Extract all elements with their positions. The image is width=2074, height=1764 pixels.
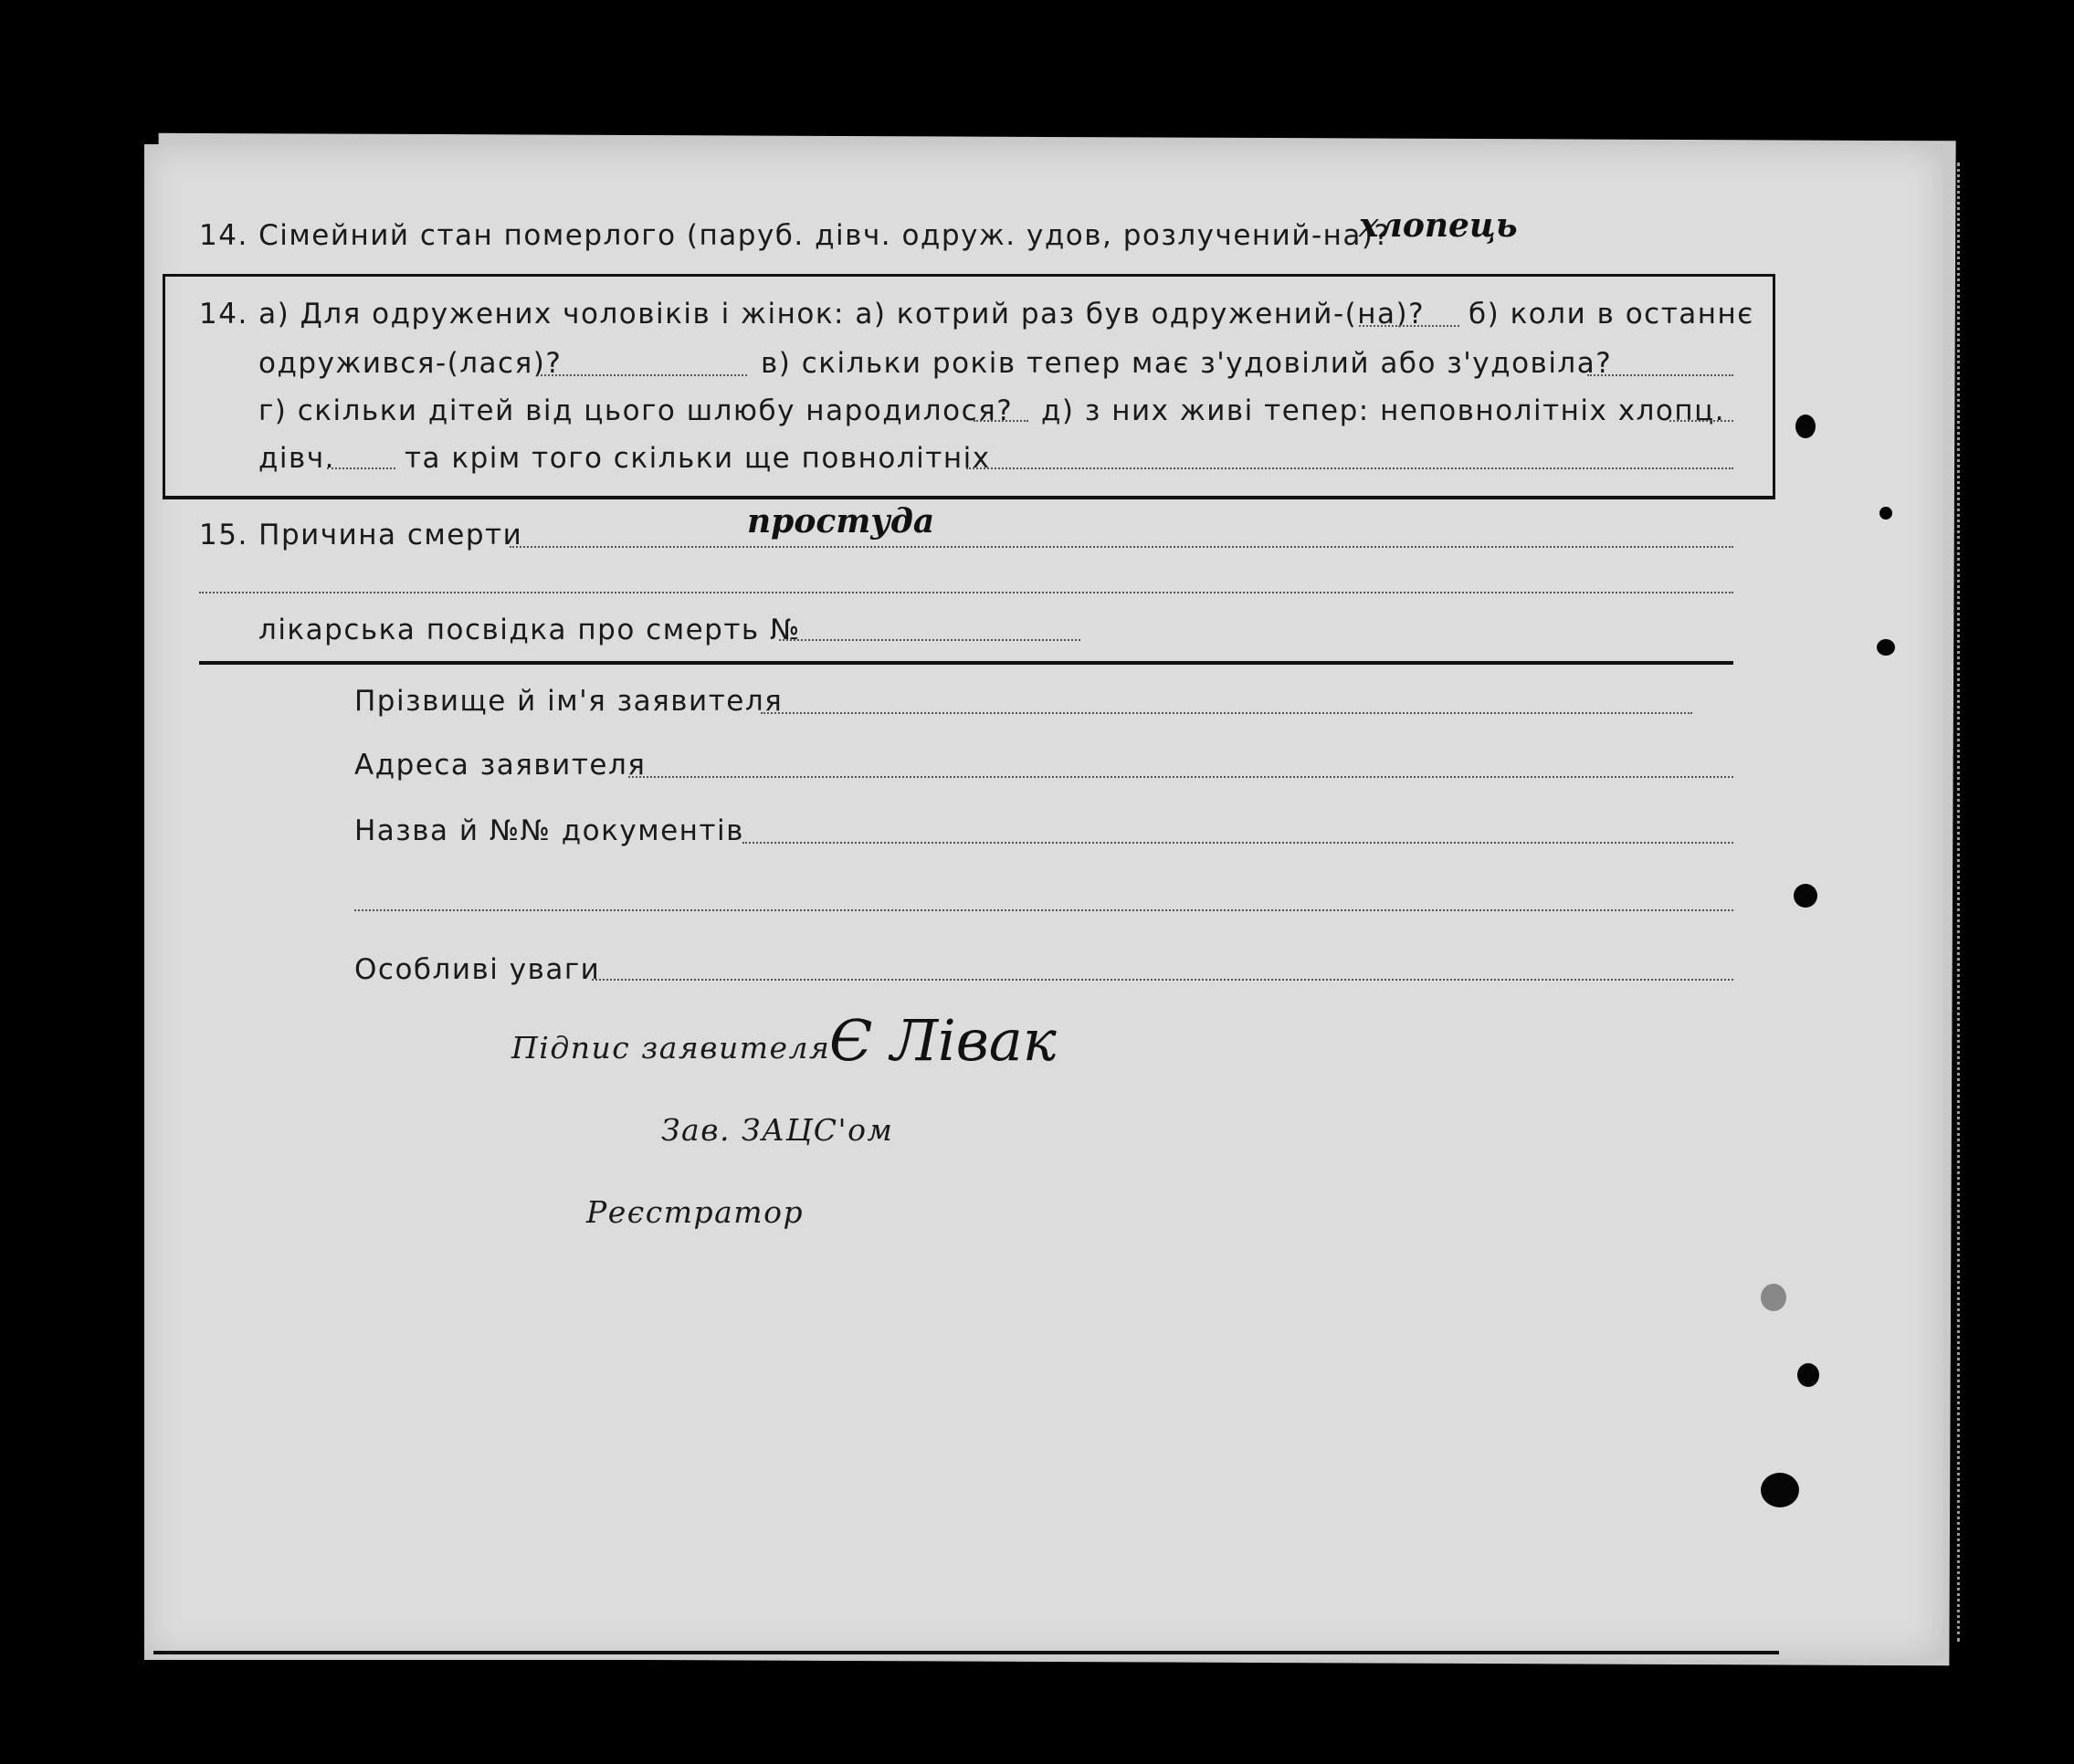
applicant-address-label: Адреса заявителя [354,749,647,782]
q14a-line1-a: 14. а) Для одружених чоловіків і жінок: а) котрий раз був одружений-(на)? [199,298,1426,331]
q15-dotted-field [510,546,1733,548]
q15-handwritten-answer: простуда [747,502,935,541]
q14a-dotted-field [974,420,1028,422]
binder-hole [1797,1363,1819,1387]
q14a-dotted-field [1587,374,1733,376]
perforation-line [1957,163,1960,1642]
notes-label: Особливі уваги [354,953,601,986]
q14-handwritten-answer: хлопець [1359,206,1518,245]
certificate-label: лікарська посвідка про смерть № [258,614,801,646]
q15-label: 15. Причина смерти [199,519,523,551]
binder-hole [1795,415,1816,438]
binder-hole [1761,1284,1786,1311]
q14a-line4-a: дівч. [258,442,335,475]
q14a-line3-b: д) з них живі тепер: неповнолітніх хлопц. [1041,394,1726,427]
registrar-label: Реєстратор [586,1194,805,1230]
documents-label: Назва й №№ документів [354,814,744,847]
q14a-dotted-field [966,467,1733,469]
q14a-dotted-field [1669,420,1733,422]
margin-hole [1877,639,1895,656]
q14a-line1-b: б) коли в останнє [1469,298,1754,331]
margin-hole [1879,507,1892,520]
q14a-line2-b: в) скільки років тепер має з'удовілий або з'удовіла? [761,347,1613,380]
applicant-name-label: Прізвище й ім'я заявителя [354,685,784,718]
binder-hole [1761,1473,1799,1507]
notes-field [592,979,1733,981]
form-sheet [144,144,1943,1660]
documents-field-continued [354,909,1733,911]
documents-field [742,842,1733,844]
applicant-name-field [761,712,1692,714]
bottom-edge-line [153,1651,1779,1654]
applicant-signature: Є Лівак [829,1007,1057,1074]
q14a-line3-a: г) скільки дітей від цього шлюбу народилося? [258,394,1014,427]
q14-label: 14. Сімейний стан померлого (паруб. дівч. одруж. удов, розлучений-на)? [199,219,1391,252]
section-divider [199,661,1733,665]
q14a-line2-a: одружився-(лася)? [258,347,563,380]
q14a-dotted-field [327,467,395,469]
q14a-line4-b: та крім того скільки ще повнолітніх [405,442,991,475]
q14a-dotted-field [537,374,747,376]
signature-label: Підпис заявителя [511,1030,831,1066]
registry-head-label: Зав. ЗАЦС'ом [661,1112,894,1148]
q15-dotted-field-continued [199,592,1733,593]
certificate-dotted-field [779,639,1080,641]
q14a-dotted-field [1359,325,1459,327]
binder-hole [1794,884,1817,908]
applicant-address-field [628,776,1733,778]
